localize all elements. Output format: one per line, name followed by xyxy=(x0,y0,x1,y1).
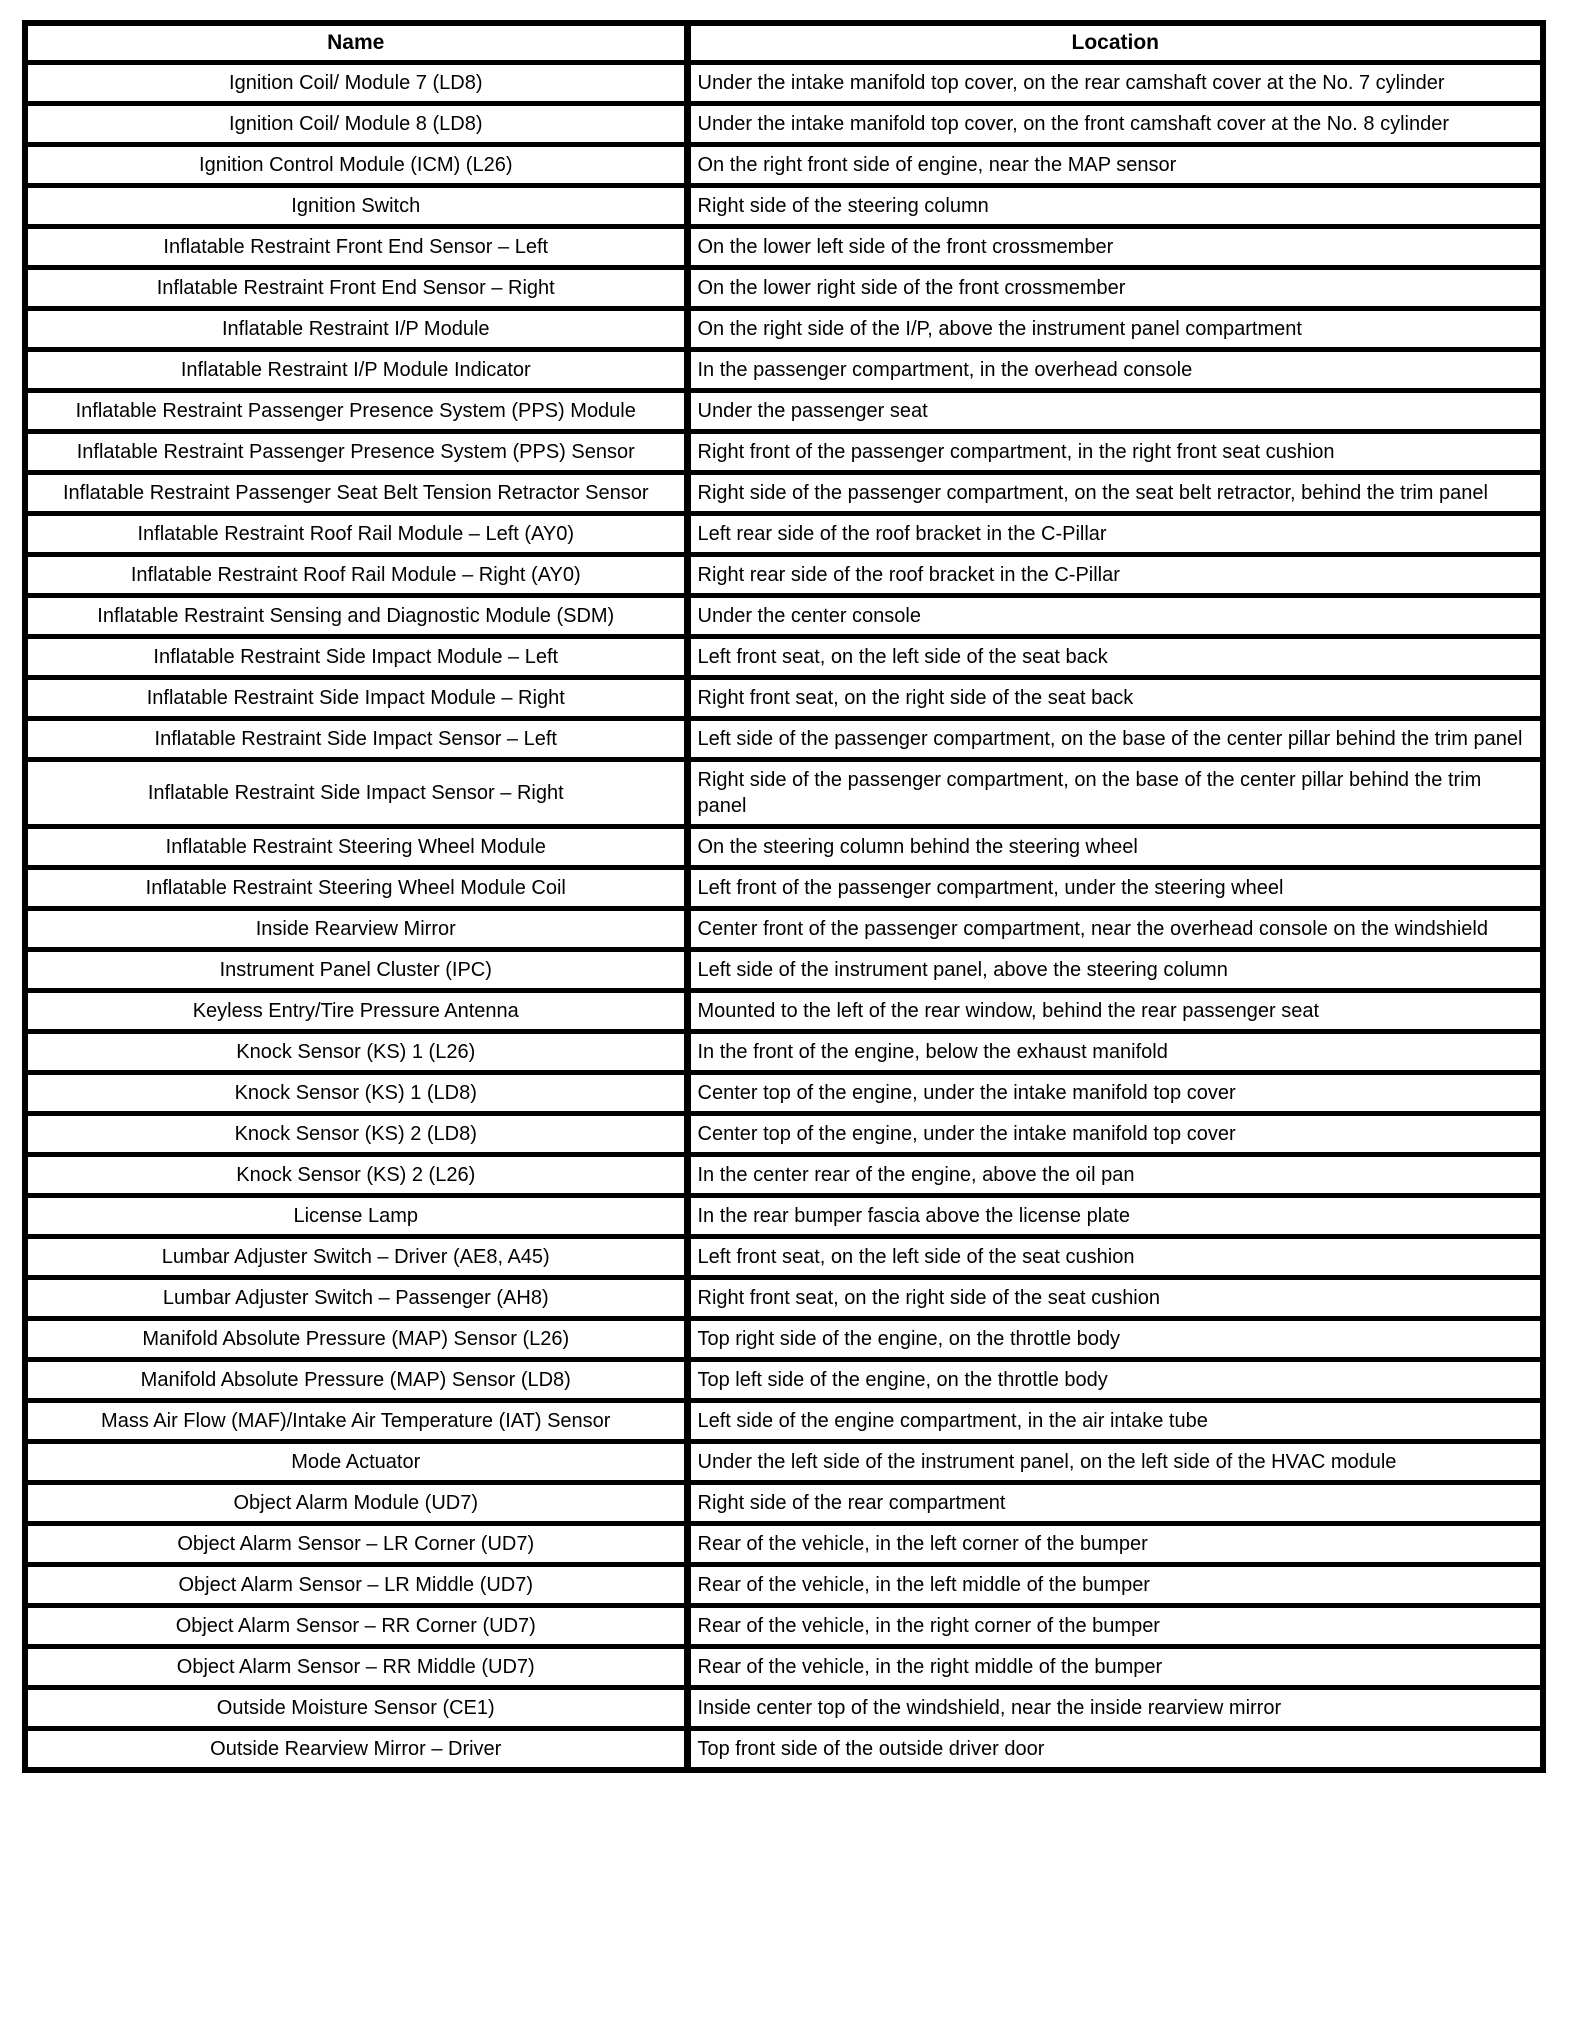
component-location-cell: In the center rear of the engine, above the oil pan xyxy=(687,1155,1543,1196)
table-row xyxy=(25,909,1543,950)
component-location-cell: Rear of the vehicle, in the right corner of the bumper xyxy=(687,1606,1543,1647)
component-name-cell: Inflatable Restraint Side Impact Sensor – Left xyxy=(25,719,687,760)
table-row xyxy=(25,991,1543,1032)
table-row xyxy=(25,1606,1543,1647)
component-name-cell: Manifold Absolute Pressure (MAP) Sensor (L26) xyxy=(25,1319,687,1360)
component-name-cell: Object Alarm Sensor – RR Corner (UD7) xyxy=(25,1606,687,1647)
table-row xyxy=(25,1155,1543,1196)
table-row xyxy=(25,432,1543,473)
component-location-cell: In the passenger compartment, in the overhead console xyxy=(687,350,1543,391)
component-name-cell: Knock Sensor (KS) 1 (LD8) xyxy=(25,1073,687,1114)
component-location-cell: Left front seat, on the left side of the seat cushion xyxy=(687,1237,1543,1278)
component-location-table xyxy=(22,20,1546,1773)
component-name-cell: Inflatable Restraint Steering Wheel Module Coil xyxy=(25,868,687,909)
table-row xyxy=(25,637,1543,678)
component-location-cell: In the front of the engine, below the exhaust manifold xyxy=(687,1032,1543,1073)
component-location-cell: Under the center console xyxy=(687,596,1543,637)
component-name-cell: Inside Rearview Mirror xyxy=(25,909,687,950)
component-name-cell: Knock Sensor (KS) 2 (L26) xyxy=(25,1155,687,1196)
table-row xyxy=(25,350,1543,391)
component-name-cell: Lumbar Adjuster Switch – Driver (AE8, A45) xyxy=(25,1237,687,1278)
component-name-cell: Object Alarm Module (UD7) xyxy=(25,1483,687,1524)
component-location-cell: Rear of the vehicle, in the right middle of the bumper xyxy=(687,1647,1543,1688)
component-location-cell: Left side of the passenger compartment, on the base of the center pillar behind the trim panel xyxy=(687,719,1543,760)
component-name-cell: Mass Air Flow (MAF)/Intake Air Temperature (IAT) Sensor xyxy=(25,1401,687,1442)
component-location-cell: Under the intake manifold top cover, on the front camshaft cover at the No. 8 cylinder xyxy=(687,104,1543,145)
component-location-cell: Center top of the engine, under the intake manifold top cover xyxy=(687,1114,1543,1155)
component-name-cell: Inflatable Restraint Sensing and Diagnostic Module (SDM) xyxy=(25,596,687,637)
table-row xyxy=(25,391,1543,432)
table-row xyxy=(25,1688,1543,1729)
table-row xyxy=(25,145,1543,186)
table-row xyxy=(25,1401,1543,1442)
table-row xyxy=(25,473,1543,514)
component-name-cell: Object Alarm Sensor – RR Middle (UD7) xyxy=(25,1647,687,1688)
component-location-cell: On the lower left side of the front crossmember xyxy=(687,227,1543,268)
table-row xyxy=(25,1073,1543,1114)
table-row xyxy=(25,555,1543,596)
component-location-cell: On the right front side of engine, near the MAP sensor xyxy=(687,145,1543,186)
component-name-cell: Inflatable Restraint Passenger Seat Belt Tension Retractor Sensor xyxy=(25,473,687,514)
table-row xyxy=(25,104,1543,145)
component-name-cell: Knock Sensor (KS) 1 (L26) xyxy=(25,1032,687,1073)
component-location-cell: Right rear side of the roof bracket in the C-Pillar xyxy=(687,555,1543,596)
component-location-cell: Left side of the instrument panel, above the steering column xyxy=(687,950,1543,991)
component-location-cell: Top left side of the engine, on the throttle body xyxy=(687,1360,1543,1401)
component-name-cell: Knock Sensor (KS) 2 (LD8) xyxy=(25,1114,687,1155)
header-row xyxy=(25,23,1543,63)
component-location-cell: Rear of the vehicle, in the left middle of the bumper xyxy=(687,1565,1543,1606)
component-location-cell: On the right side of the I/P, above the instrument panel compartment xyxy=(687,309,1543,350)
component-name-cell: Manifold Absolute Pressure (MAP) Sensor (LD8) xyxy=(25,1360,687,1401)
component-location-cell: Center front of the passenger compartment, near the overhead console on the windshield xyxy=(687,909,1543,950)
column-header-location: Location xyxy=(687,23,1543,63)
table-row xyxy=(25,227,1543,268)
component-location-cell: Inside center top of the windshield, near the inside rearview mirror xyxy=(687,1688,1543,1729)
component-name-cell: Inflatable Restraint Passenger Presence System (PPS) Module xyxy=(25,391,687,432)
table-row xyxy=(25,1278,1543,1319)
component-location-cell: On the steering column behind the steering wheel xyxy=(687,827,1543,868)
table-row xyxy=(25,1196,1543,1237)
component-name-cell: Ignition Switch xyxy=(25,186,687,227)
table-row xyxy=(25,63,1543,104)
component-location-cell: Right front seat, on the right side of the seat back xyxy=(687,678,1543,719)
component-name-cell: Inflatable Restraint I/P Module xyxy=(25,309,687,350)
component-name-cell: Outside Rearview Mirror – Driver xyxy=(25,1729,687,1771)
component-name-cell: Inflatable Restraint Passenger Presence System (PPS) Sensor xyxy=(25,432,687,473)
table-row xyxy=(25,719,1543,760)
component-location-cell: Under the passenger seat xyxy=(687,391,1543,432)
component-name-cell: Inflatable Restraint Steering Wheel Module xyxy=(25,827,687,868)
component-location-cell: Right side of the rear compartment xyxy=(687,1483,1543,1524)
table-row xyxy=(25,827,1543,868)
table-row xyxy=(25,514,1543,555)
component-name-cell: Outside Moisture Sensor (CE1) xyxy=(25,1688,687,1729)
component-name-cell: Keyless Entry/Tire Pressure Antenna xyxy=(25,991,687,1032)
component-location-cell: Center top of the engine, under the intake manifold top cover xyxy=(687,1073,1543,1114)
column-header-name: Name xyxy=(25,23,687,63)
component-name-cell: Ignition Coil/ Module 8 (LD8) xyxy=(25,104,687,145)
component-name-cell: Inflatable Restraint Side Impact Module – Right xyxy=(25,678,687,719)
component-location-cell: Right side of the passenger compartment, on the seat belt retractor, behind the trim panel xyxy=(687,473,1543,514)
component-location-cell: Right side of the passenger compartment, on the base of the center pillar behind the trim panel xyxy=(687,760,1543,827)
component-location-cell: Rear of the vehicle, in the left corner of the bumper xyxy=(687,1524,1543,1565)
component-location-cell: Left front seat, on the left side of the seat back xyxy=(687,637,1543,678)
component-name-cell: Inflatable Restraint Front End Sensor – Right xyxy=(25,268,687,309)
component-name-cell: Inflatable Restraint Side Impact Module – Left xyxy=(25,637,687,678)
component-location-cell: Under the intake manifold top cover, on the rear camshaft cover at the No. 7 cylinder xyxy=(687,63,1543,104)
component-name-cell: Inflatable Restraint Side Impact Sensor – Right xyxy=(25,760,687,827)
component-location-cell: Right side of the steering column xyxy=(687,186,1543,227)
table-row xyxy=(25,186,1543,227)
table-row xyxy=(25,1319,1543,1360)
table-row xyxy=(25,868,1543,909)
component-name-cell: Instrument Panel Cluster (IPC) xyxy=(25,950,687,991)
table-row xyxy=(25,1114,1543,1155)
component-location-cell: Left side of the engine compartment, in the air intake tube xyxy=(687,1401,1543,1442)
component-location-cell: Under the left side of the instrument panel, on the left side of the HVAC module xyxy=(687,1442,1543,1483)
component-name-cell: Object Alarm Sensor – LR Corner (UD7) xyxy=(25,1524,687,1565)
table-row xyxy=(25,309,1543,350)
table-row xyxy=(25,1360,1543,1401)
table-body xyxy=(25,63,1543,1771)
component-name-cell: Object Alarm Sensor – LR Middle (UD7) xyxy=(25,1565,687,1606)
table-row xyxy=(25,678,1543,719)
table-row xyxy=(25,1483,1543,1524)
table-row xyxy=(25,1729,1543,1771)
table-row xyxy=(25,1565,1543,1606)
component-location-cell: In the rear bumper fascia above the license plate xyxy=(687,1196,1543,1237)
component-location-cell: Left front of the passenger compartment, under the steering wheel xyxy=(687,868,1543,909)
component-name-cell: Ignition Coil/ Module 7 (LD8) xyxy=(25,63,687,104)
table-row xyxy=(25,1032,1543,1073)
component-name-cell: License Lamp xyxy=(25,1196,687,1237)
component-location-cell: On the lower right side of the front crossmember xyxy=(687,268,1543,309)
component-location-cell: Left rear side of the roof bracket in the C-Pillar xyxy=(687,514,1543,555)
table-row xyxy=(25,1237,1543,1278)
component-name-cell: Inflatable Restraint Front End Sensor – Left xyxy=(25,227,687,268)
table-row xyxy=(25,1647,1543,1688)
component-name-cell: Mode Actuator xyxy=(25,1442,687,1483)
component-name-cell: Inflatable Restraint I/P Module Indicator xyxy=(25,350,687,391)
component-location-cell: Top front side of the outside driver door xyxy=(687,1729,1543,1771)
table-row xyxy=(25,596,1543,637)
component-name-cell: Inflatable Restraint Roof Rail Module – Left (AY0) xyxy=(25,514,687,555)
table-row xyxy=(25,268,1543,309)
component-location-cell: Top right side of the engine, on the throttle body xyxy=(687,1319,1543,1360)
component-location-cell: Right front seat, on the right side of the seat cushion xyxy=(687,1278,1543,1319)
component-name-cell: Inflatable Restraint Roof Rail Module – Right (AY0) xyxy=(25,555,687,596)
component-location-cell: Right front of the passenger compartment, in the right front seat cushion xyxy=(687,432,1543,473)
table-row xyxy=(25,1524,1543,1565)
component-location-cell: Mounted to the left of the rear window, behind the rear passenger seat xyxy=(687,991,1543,1032)
component-name-cell: Lumbar Adjuster Switch – Passenger (AH8) xyxy=(25,1278,687,1319)
component-name-cell: Ignition Control Module (ICM) (L26) xyxy=(25,145,687,186)
table-row xyxy=(25,950,1543,991)
table-row xyxy=(25,760,1543,827)
table-row xyxy=(25,1442,1543,1483)
